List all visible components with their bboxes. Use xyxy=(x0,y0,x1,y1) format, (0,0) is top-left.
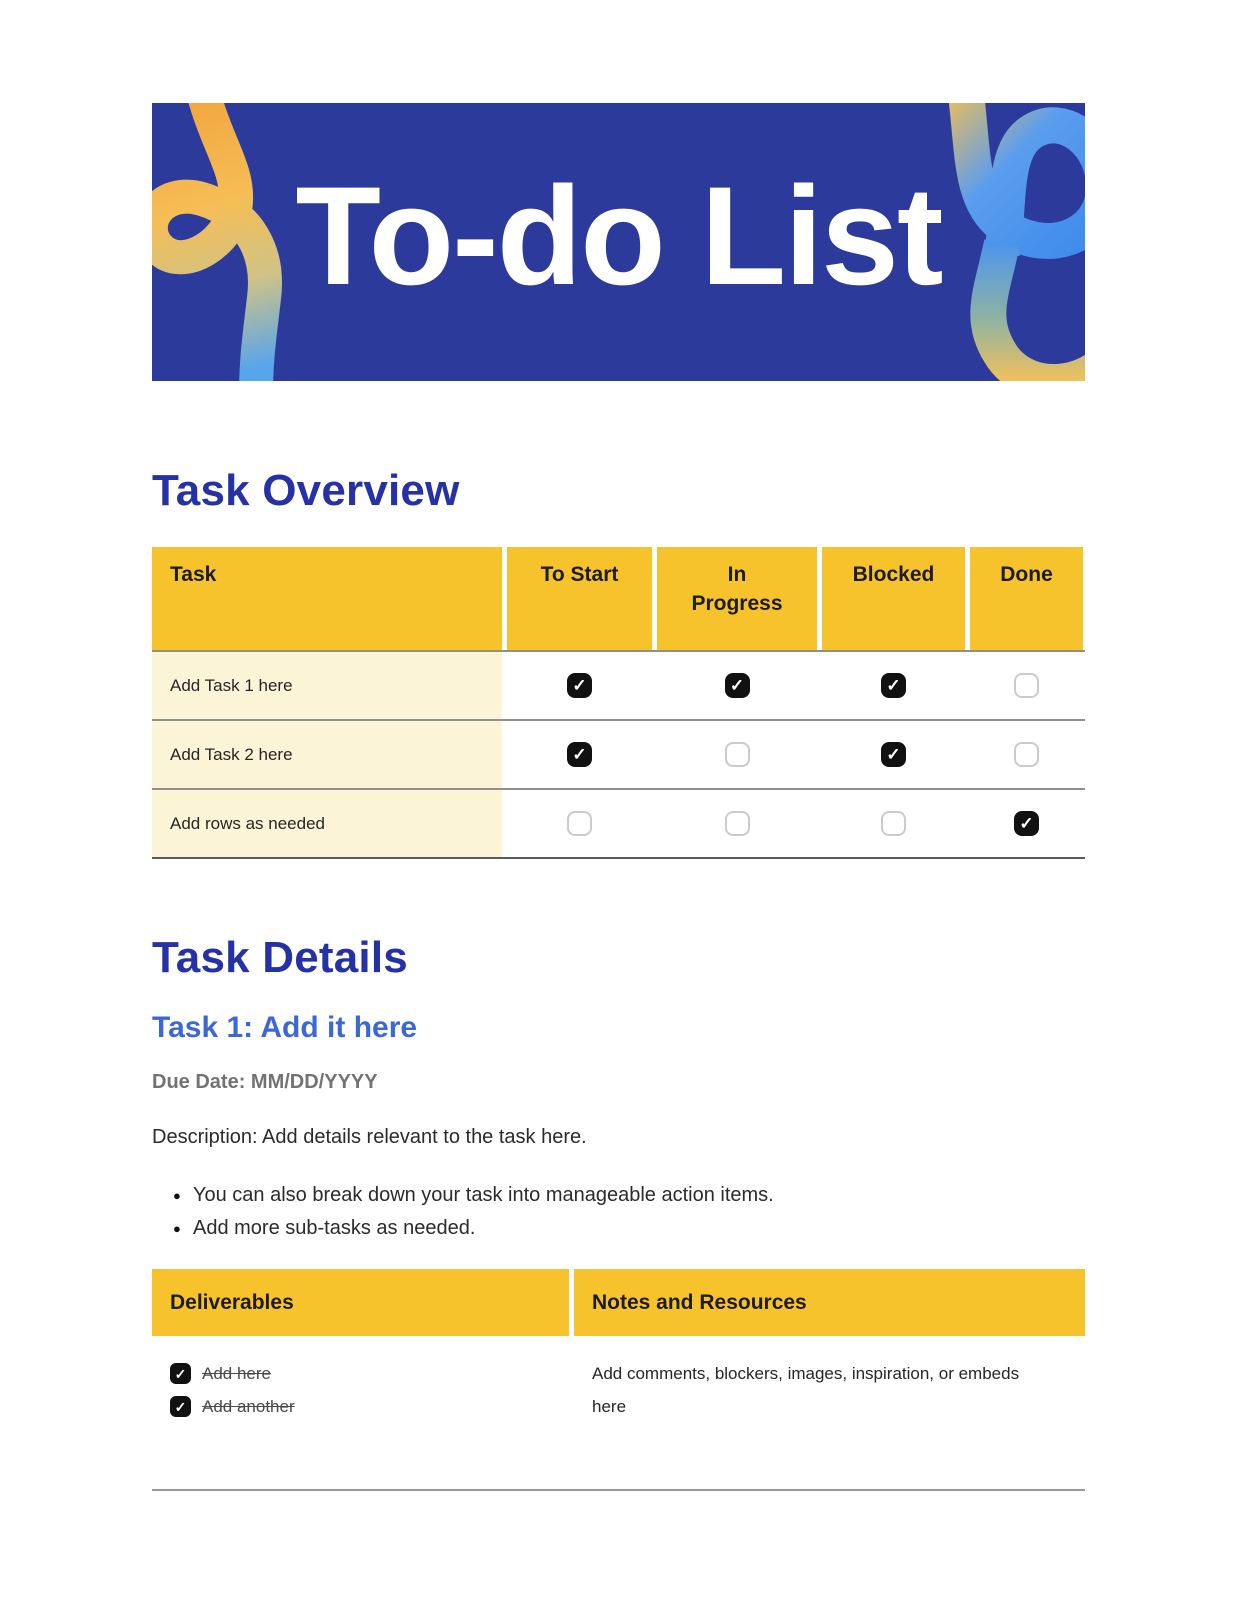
column-header-task: Task xyxy=(152,547,502,650)
checkbox-in-progress[interactable] xyxy=(725,811,750,836)
check-icon: ✓ xyxy=(572,745,587,764)
column-header-in-progress: In Progress xyxy=(657,547,817,650)
banner-title: To-do List xyxy=(295,157,942,314)
check-icon: ✓ xyxy=(174,1365,187,1382)
list-item-text: You can also break down your task into manageable action items. xyxy=(193,1184,774,1206)
overview-table-header xyxy=(152,547,1085,650)
list-item xyxy=(152,1212,1085,1245)
check-icon: ✓ xyxy=(729,676,745,695)
deliverables-table-body xyxy=(152,1336,1085,1423)
deliverable-checkbox[interactable] xyxy=(170,1396,191,1417)
due-date: Due Date: MM/DD/YYYY xyxy=(152,1071,378,1093)
deliverables-table xyxy=(152,1269,1085,1423)
checkbox-done[interactable] xyxy=(1014,673,1039,698)
overview-heading: Task Overview xyxy=(152,466,460,515)
check-icon: ✓ xyxy=(1019,814,1034,833)
checkbox-blocked[interactable] xyxy=(881,811,906,836)
checkbox-in-progress[interactable] xyxy=(725,742,750,767)
column-header-deliverables: Deliverables xyxy=(152,1269,569,1336)
checkbox-done[interactable] xyxy=(1014,742,1039,767)
task-cell-label: Add Task 2 here xyxy=(152,721,502,788)
column-header-done: Done xyxy=(970,547,1083,650)
bullet-icon: ● xyxy=(173,1188,181,1203)
task-cell-label: Add Task 1 here xyxy=(152,652,502,719)
deliverables-table-header xyxy=(152,1269,1085,1336)
details-heading: Task Details xyxy=(152,933,408,982)
list-item xyxy=(152,1179,1085,1212)
checkbox-to-start[interactable] xyxy=(567,811,592,836)
checkbox-to-start[interactable] xyxy=(567,673,592,698)
description: Description: Add details relevant to the task here. xyxy=(152,1126,587,1148)
checkbox-in-progress[interactable] xyxy=(725,673,750,698)
footer-divider xyxy=(152,1489,1085,1491)
checkbox-done[interactable] xyxy=(1014,811,1039,836)
deliverable-item xyxy=(170,1390,569,1423)
check-icon: ✓ xyxy=(886,745,901,764)
checkbox-blocked[interactable] xyxy=(881,742,906,767)
notes-text: Add comments, blockers, images, inspiration, or embeds here xyxy=(592,1364,1020,1416)
subtask-list xyxy=(152,1179,1085,1245)
list-item-text: Add more sub-tasks as needed. xyxy=(193,1217,476,1239)
banner xyxy=(152,103,1085,381)
task-cell-label: Add rows as needed xyxy=(152,790,502,857)
deliverable-item xyxy=(170,1357,569,1390)
checkbox-to-start[interactable] xyxy=(567,742,592,767)
deliverable-label: Add another xyxy=(202,1396,295,1416)
deliverables-list xyxy=(152,1357,569,1423)
deliverable-label: Add here xyxy=(202,1363,271,1383)
check-icon: ✓ xyxy=(572,676,587,695)
table-row xyxy=(152,788,1085,857)
check-icon: ✓ xyxy=(174,1398,187,1415)
overview-table-body xyxy=(152,650,1085,857)
column-header-notes: Notes and Resources xyxy=(574,1269,1085,1336)
column-header-to-start: To Start xyxy=(507,547,652,650)
overview-table xyxy=(152,547,1085,859)
table-row xyxy=(152,650,1085,719)
table-row xyxy=(152,719,1085,788)
check-icon: ✓ xyxy=(886,676,901,695)
checkbox-blocked[interactable] xyxy=(881,673,906,698)
bullet-icon: ● xyxy=(173,1221,181,1236)
task1-heading: Task 1: Add it here xyxy=(152,1011,418,1044)
deliverable-checkbox[interactable] xyxy=(170,1363,191,1384)
column-header-blocked: Blocked xyxy=(822,547,965,650)
